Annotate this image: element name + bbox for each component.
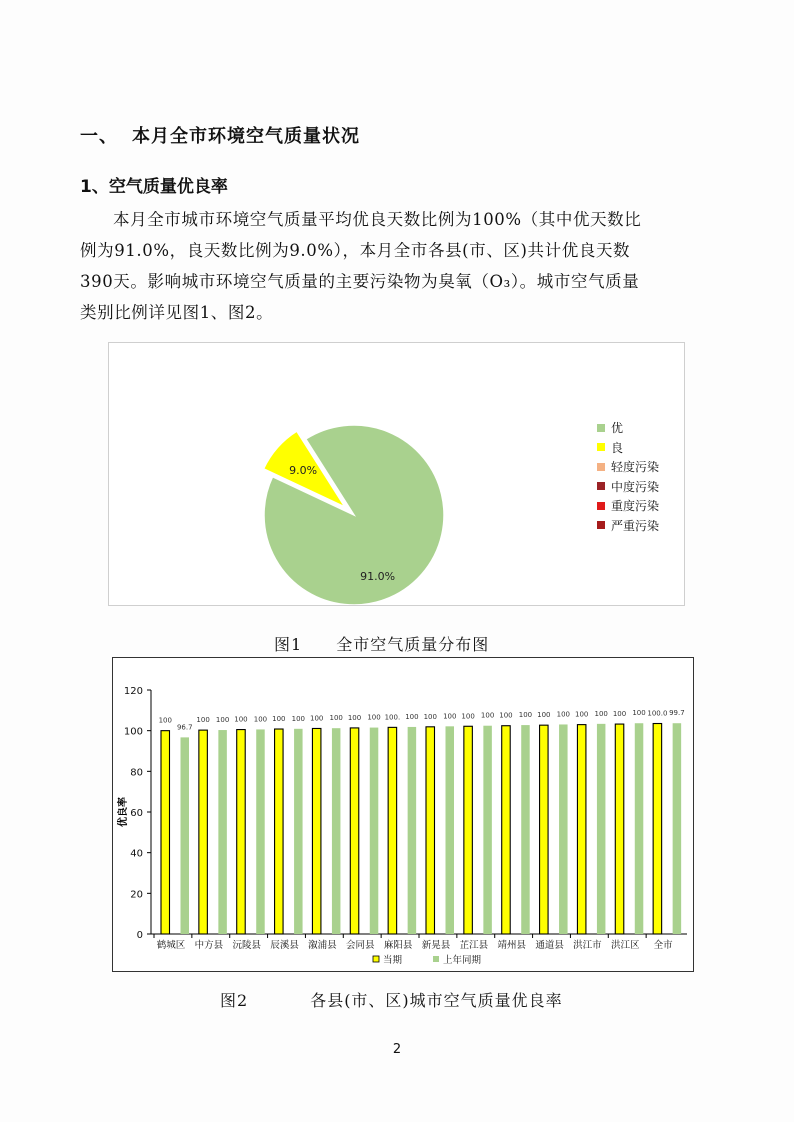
legend-swatch xyxy=(597,443,605,451)
bar-data-label: 100 xyxy=(423,712,437,721)
paragraph-line: 类别比例详见图1、图2。 xyxy=(80,303,274,322)
legend-swatch xyxy=(597,502,605,510)
y-tick-label: 20 xyxy=(130,889,143,901)
bar-data-label: 100. xyxy=(384,713,401,722)
y-tick-label: 40 xyxy=(130,848,143,860)
x-tick-label: 沅陵县 xyxy=(232,940,261,951)
bar-data-label: 100.0 xyxy=(647,709,668,718)
legend-label: 中度污染 xyxy=(611,479,660,494)
bar-data-label: 100 xyxy=(291,714,306,723)
bar-data-label: 100 xyxy=(347,713,362,722)
bar-current xyxy=(426,727,435,934)
bar-data-label: 100 xyxy=(556,710,571,719)
bar-current xyxy=(350,728,359,934)
legend-label: 上年同期 xyxy=(443,955,482,966)
bar-data-label: 100 xyxy=(443,712,457,721)
bar-current xyxy=(577,725,586,934)
bar-data-label: 100 xyxy=(461,712,475,721)
section-heading xyxy=(80,122,360,148)
bar-last-year xyxy=(446,726,455,934)
y-axis-label: 优良率 xyxy=(118,797,129,827)
bar-data-label: 100 xyxy=(537,711,551,720)
bar-data-label: 100 xyxy=(405,712,419,721)
x-tick-label: 中方县 xyxy=(194,940,224,951)
bar-last-year xyxy=(597,724,606,934)
legend-item xyxy=(597,496,659,516)
pie-data-label: 9.0% xyxy=(289,464,318,478)
paragraph-line: 390天。影响城市环境空气质量的主要污染物为臭氧（O₃）。城市空气质量 xyxy=(80,272,640,291)
x-tick-label: 通道县 xyxy=(535,940,564,951)
bar-data-label: 100 xyxy=(480,711,495,720)
y-tick-label: 60 xyxy=(130,808,143,819)
subsection-heading: 1、空气质量优良率 xyxy=(80,177,228,197)
bar-data-label: 100 xyxy=(158,716,172,725)
legend-label: 轻度污染 xyxy=(611,460,660,475)
legend-swatch xyxy=(597,482,605,490)
y-tick-label: 80 xyxy=(130,767,143,779)
bar-chart xyxy=(113,658,693,971)
legend-swatch xyxy=(433,956,439,962)
x-tick-label: 新晃县 xyxy=(421,940,451,951)
x-tick-label: 靖州县 xyxy=(497,940,526,951)
legend-label: 优 xyxy=(611,421,624,436)
x-tick-label: 麻阳县 xyxy=(383,940,413,951)
bar-data-label: 100 xyxy=(329,714,343,723)
x-tick-label: 全市 xyxy=(653,940,673,951)
figure1-number: 图1 xyxy=(274,635,303,654)
section-title: 本月全市环境空气质量状况 xyxy=(132,126,360,147)
paragraph-line: 本月全市城市环境空气质量平均优良天数比例为100%（其中优天数比 xyxy=(113,210,642,229)
bar-data-label: 100 xyxy=(196,716,210,725)
x-tick-label: 芷江县 xyxy=(459,940,489,951)
bar-data-label: 100 xyxy=(367,713,381,722)
bar-data-label: 100 xyxy=(309,714,324,723)
bar-last-year xyxy=(218,730,227,934)
bar-data-label: 100 xyxy=(632,709,646,718)
legend-label: 重度污染 xyxy=(611,499,660,514)
bar-data-label: 100 xyxy=(499,711,513,720)
bar-last-year xyxy=(370,728,379,934)
legend-label: 当期 xyxy=(383,955,403,966)
y-tick-label: 120 xyxy=(123,686,143,697)
y-tick-label: 0 xyxy=(136,930,143,941)
bar-current xyxy=(161,731,170,934)
bar-current xyxy=(653,724,662,934)
bar-current xyxy=(275,729,284,934)
legend-item xyxy=(597,477,659,497)
bar-current xyxy=(312,728,321,934)
bar-current xyxy=(388,727,397,934)
bar-current xyxy=(237,730,246,934)
bar-data-label: 100 xyxy=(574,710,589,719)
legend-swatch xyxy=(597,424,605,432)
x-tick-label: 会同县 xyxy=(346,940,375,951)
section-number: 一、 xyxy=(80,126,118,147)
bar-last-year xyxy=(332,728,341,934)
bar-data-label: 99.7 xyxy=(669,709,685,718)
legend-swatch xyxy=(597,463,605,471)
figure1-title: 全市空气质量分布图 xyxy=(336,635,490,654)
figure2-number: 图2 xyxy=(220,991,249,1010)
legend-item xyxy=(597,418,659,438)
bar-last-year xyxy=(559,724,568,934)
bar-chart-frame xyxy=(112,657,694,972)
x-tick-label: 溆浦县 xyxy=(308,940,337,951)
legend-swatch xyxy=(373,956,379,962)
legend-label: 严重污染 xyxy=(611,518,660,533)
x-tick-label: 辰溪县 xyxy=(270,940,299,951)
bar-current xyxy=(615,724,624,934)
bar-last-year xyxy=(256,729,265,934)
figure2-caption xyxy=(220,988,563,1011)
bar-data-label: 96.7 xyxy=(176,723,193,732)
figure1-caption xyxy=(274,632,489,655)
legend-label: 良 xyxy=(611,440,624,455)
figure2-title: 各县(市、区)城市空气质量优良率 xyxy=(310,991,563,1010)
bar-last-year xyxy=(294,729,303,934)
bar-last-year xyxy=(408,727,417,934)
pie-legend xyxy=(597,418,659,535)
x-tick-label: 洪江区 xyxy=(611,940,640,951)
bar-data-label: 100 xyxy=(253,715,268,724)
bar-last-year xyxy=(483,726,492,934)
bar-last-year xyxy=(673,723,682,934)
bar-data-label: 100 xyxy=(234,715,248,724)
bar-last-year xyxy=(635,723,644,934)
paragraph-line: 例为91.0%，良天数比例为9.0%），本月全市各县(市、区)共计优良天数 xyxy=(80,241,631,260)
legend-swatch xyxy=(597,521,605,529)
y-tick-label: 100 xyxy=(123,726,143,738)
legend-item xyxy=(597,438,659,458)
bar-current xyxy=(199,730,208,934)
bar-current xyxy=(540,725,549,934)
bar-last-year xyxy=(521,725,530,934)
pie-data-label: 91.0% xyxy=(360,569,396,583)
bar-data-label: 100 xyxy=(215,716,230,725)
legend-item xyxy=(597,516,659,536)
bar-data-label: 100 xyxy=(612,710,627,719)
bar-current xyxy=(502,726,511,934)
x-tick-label: 洪江市 xyxy=(573,940,602,951)
x-tick-label: 鹤城区 xyxy=(156,940,186,951)
bar-current xyxy=(464,726,473,934)
legend-item xyxy=(597,457,659,477)
bar-last-year xyxy=(181,737,190,934)
bar-data-label: 100 xyxy=(594,709,608,718)
bar-data-label: 100 xyxy=(518,711,533,720)
page-number: 2 xyxy=(392,1042,402,1057)
body-paragraph xyxy=(80,204,720,328)
bar-data-label: 100 xyxy=(272,715,286,724)
